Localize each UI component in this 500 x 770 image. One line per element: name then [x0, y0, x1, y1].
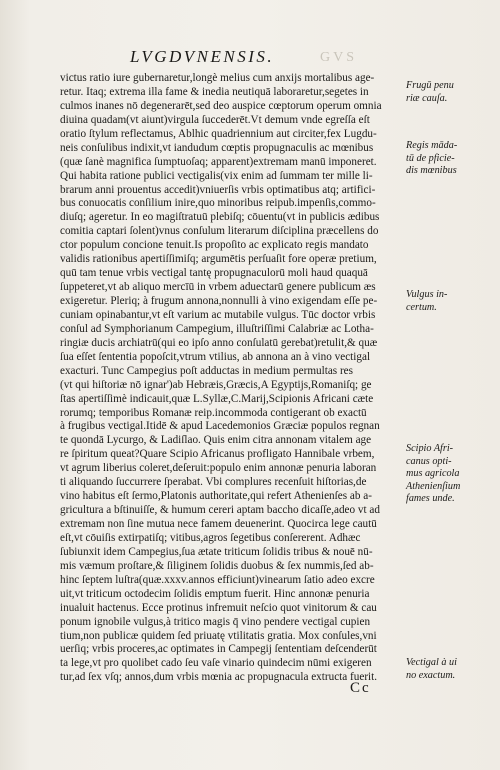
text-line: tur,ad ſex vſq; annos,dum vrbis mœnia ac propugnacula extructa fuerit.: [60, 671, 378, 684]
text-line: brarum anni prouentus accedit)vniuerſis vrbis optimatibus atq; artifici-: [60, 183, 376, 196]
text-line: neis conſulibus indixit,vt iandudum cœptis propugnaculis ac mœnibus: [60, 141, 374, 154]
margin-note-line: riæ cauſa.: [406, 92, 448, 104]
text-line: extremam non ſine mutua nece famem deuenerint. Quocirca lege cautū: [60, 518, 377, 530]
margin-note-vectigal: [406, 657, 496, 682]
text-line: diuina quadam(vt aiunt)virgula ſuccederēt.Vt demum vnde egreſſa eſt: [60, 113, 370, 126]
text-line: quū tam tenue vrbis vectigal tantę propugnaculorū moli haud quaquā: [60, 267, 368, 280]
running-header: LVGDVNENSIS.: [130, 47, 275, 66]
text-line: tium,non publicæ quidem ſed priuatę vtilitatis gratia. Mox conſules,vni: [60, 629, 377, 642]
text-line: ſua eſſet ſententia popoſcit,vtrum vtilius, ab annona an à vino vectigal: [60, 350, 371, 363]
text-line: re ſpiritum queat?Quare Scipio Africanus profligato Hannibale vrbem,: [60, 448, 375, 461]
text-line: inualuit hactenus. Ecce protinus infremuit neſcio quot vinitorum & cau: [60, 601, 377, 614]
text-line: (quæ ſanè magnifica ſumptuoſaq; apparent)extremam manū imponeret.: [60, 155, 377, 168]
margin-note-line: Regis māda-: [406, 140, 458, 151]
text-line: uit,vt triticum octodecim ſolidis emptum fuerit. Hinc annonæ penuria: [60, 587, 370, 600]
text-line: vino habitus eſt ſermo,Platonis authoritate,qui refert Athenienſes ab a-: [60, 490, 372, 503]
margin-note-line: tū de pficie-: [406, 152, 455, 164]
text-line: comitia captari ſolent)vnus conſulum literarum diſciplina præcellens do: [60, 225, 379, 238]
text-line: retur. Itaq; extrema illa fame & inedia neutiquā laboraretur,segetes in: [60, 85, 369, 98]
text-line: bus conuocatis conſilium inire,quo minoribus reipub.impenſis,commo-: [60, 197, 376, 210]
text-line: vt agrum liberius coleret,deſeruit:populo enim annonæ penuria laboran: [60, 462, 377, 475]
text-line: te quondā Lycurgo, & Ladiſlao. Quis enim citra annonam vitalem age: [60, 434, 372, 447]
margin-note-line: certum.: [406, 301, 437, 313]
margin-note-line: Vulgus in-: [406, 289, 448, 300]
text-line: conſul ad Symphorianum Campegium, illuſtriſſimi Calabriæ ac Lotha-: [60, 322, 374, 335]
text-line: ſuppeteret,vt ab aliquo mercīū in vrbem aduectarū genere publicum æs: [60, 281, 376, 294]
text-line: Qui habita ratione publici vectigalis(vix enim ad ſummam ter mille li-: [60, 169, 373, 182]
margin-note-vulgus: [406, 289, 496, 314]
margin-note-line: fames unde.: [406, 493, 455, 504]
text-line: victus ratio iure gubernaretur,longè melius cum anxijs mortalibus age-: [60, 72, 375, 84]
text-line: ſtas apertiſſimè indicauit,quæ L.Syllæ,C.Marij,Scipionis Africani cæte: [60, 392, 374, 405]
margin-note-line: no exactum.: [406, 669, 456, 681]
bleed-through-text: GVS: [320, 50, 358, 65]
text-line: ſubiunxit idem Campegius,ſua ætate triticum ſolidis tribus & nouē nū-: [60, 545, 373, 558]
margin-note-regis: [406, 140, 496, 178]
main-text-block: [60, 72, 402, 685]
text-line: ctor populum concione tenuit.Is propoſito ac explicato regis mandato: [60, 239, 369, 252]
margin-note-scipio: [406, 443, 496, 506]
text-line: exigeretur. Pleriq; à frugum annona,nonnulli à vino exigendam eſſe pe-: [60, 295, 378, 307]
text-line: cuniam opinabantur,vt eſt varium ac mutabile vulgus. Tūc doctor vrbis: [60, 308, 376, 321]
margin-note-line: Vectigal à ui: [406, 657, 457, 668]
text-line: hinc ſeptem luſtra(quæ.xxxv.annos efficiunt)vinearum ſatio adeo excre: [60, 573, 375, 586]
text-line: mis væmum proſtare,& ſiliginem ſolidis duobus & ſex nummis,ſed ab-: [60, 559, 374, 572]
margin-note-line: canus opti-: [406, 455, 452, 467]
text-line: ta lege,vt pro quolibet cado ſeu vaſe vinario quindecim nūmi exigeren: [60, 657, 372, 670]
signature-mark: Cc: [350, 680, 371, 696]
margin-note-line: Athenienſium: [406, 480, 461, 492]
text-line: uerſiq; vrbis proceres,ac optimates in Campegij ſententiam deſcenderūt: [60, 643, 377, 656]
text-line: (vt qui hiſtoriæ nō ignar')ab Hebræis,Græcis,A Egyptijs,Romaniſq; ge: [60, 378, 372, 391]
text-line: validis rationibus apertiſſimiſq; argumētis perſuaſit fore operæ pretium,: [60, 253, 377, 266]
margin-note-frugum: [406, 80, 496, 105]
text-line: diuſq; ageretur. In eo magiſtratuū plebiſq; cōuentu(vt in publicis ædibus: [60, 211, 380, 224]
text-line: ponum ignobile vulgus,à tritico magis q̄ vino pendere vectigal cupien: [60, 615, 371, 628]
text-line: gricultura a bſtinuiſſe, & humum cereri aptam baccho dicaſſe,adeo vt ad: [60, 504, 380, 517]
text-line: culmos inanes nō degenerarēt,sed deo auspice cœptorum operum omnia: [60, 99, 382, 112]
text-line: exacturi. Tunc Campegius poſt adductas in medium permultas res: [60, 364, 353, 377]
margin-note-line: mus agricola: [406, 468, 460, 479]
text-line: rorumq; temporibus Romanæ reip.incommoda contigerant ob exactū: [60, 406, 367, 419]
text-line: à frugibus vectigal.Itidē & apud Lacedemonios Græciæ populos regnan: [60, 420, 380, 433]
margin-note-line: Scipio Afri-: [406, 443, 454, 454]
text-line: eſt,vt cōuiſis extirpatiſq; vitibus,agros ſegetibus conſererent. Adhæc: [60, 531, 361, 544]
margin-note-line: Frugū penu: [406, 80, 454, 91]
text-line: oratio ſtylum reflectamus, Ablhic quadriennium aut circiter,fex Lugdu-: [60, 127, 377, 140]
text-line: ringiæ ducis archiatrū(qui eo ipſo anno conſulatū gerebat)retulit,& quæ: [60, 336, 378, 349]
text-line: ti aliquando ſuccurrere ſperabat. Vbi complures recenſuit hiſtorias,de: [60, 476, 367, 489]
margin-note-line: dis mœnibus: [406, 165, 457, 176]
